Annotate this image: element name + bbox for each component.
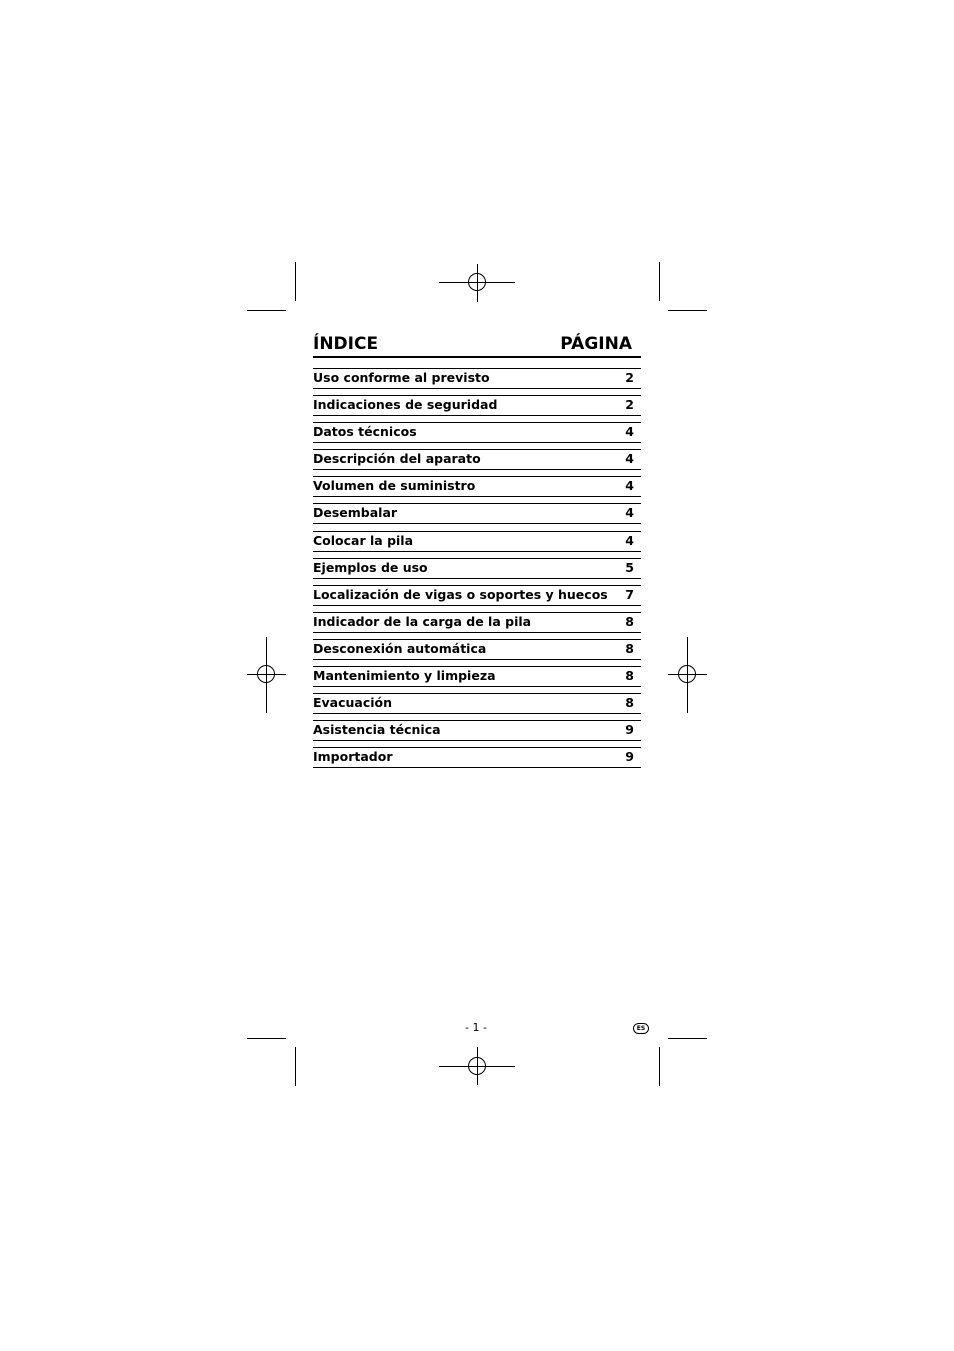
toc-entry-page: 2 [625,397,634,413]
toc-entry-title: Datos técnicos [313,424,417,440]
toc-header [313,332,641,358]
registration-circle-icon [678,665,696,683]
toc-entry-title: Indicador de la carga de la pila [313,613,532,629]
toc-entry-title: Importador [313,749,393,765]
registration-circle-icon [468,273,486,291]
toc-row[interactable] [313,720,641,741]
toc-list [313,368,641,774]
toc-entry-title: Volumen de suministro [313,478,476,494]
registration-circle-icon [257,665,275,683]
toc-entry-page: 8 [625,613,634,629]
toc-entry-title: Uso conforme al previsto [313,370,490,385]
toc-entry-title: Colocar la pila [313,532,414,548]
toc-entry-page: 4 [625,478,634,494]
toc-entry-title: Asistencia técnica [313,722,441,738]
toc-title: ÍNDICE [313,334,379,354]
toc-row[interactable] [313,558,641,579]
toc-row[interactable] [313,585,641,606]
toc-row[interactable] [313,693,641,714]
toc-row[interactable] [313,476,641,497]
crop-mark [668,1038,707,1039]
toc-entry-page: 7 [625,586,634,602]
toc-row[interactable] [313,639,641,660]
toc-entry-title: Mantenimiento y limpieza [313,668,496,684]
toc-row[interactable] [313,422,641,443]
toc-entry-title: Desembalar [313,505,398,521]
toc-row[interactable] [313,449,641,470]
crop-mark [659,262,660,301]
toc-entry-title: Ejemplos de uso [313,559,428,575]
crop-mark [668,310,707,311]
toc-entry-page: 4 [625,451,634,467]
toc-entry-title: Indicaciones de seguridad [313,397,498,413]
toc-row[interactable] [313,612,641,633]
crop-mark [295,262,296,301]
crop-mark [295,1047,296,1086]
toc-row[interactable] [313,747,641,768]
toc-entry-title: Evacuación [313,695,393,711]
toc-entry-page: 8 [625,668,634,684]
toc-row[interactable] [313,503,641,524]
toc-row[interactable] [313,531,641,552]
toc-entry-page: 9 [625,722,634,738]
toc-entry-page: 5 [625,559,634,575]
crop-mark [659,1047,660,1086]
toc-entry-title: Localización de vigas o soportes y huecos [313,586,608,602]
crop-mark [247,310,286,311]
page-number: - 1 - [465,1021,487,1034]
toc-entry-page: 4 [625,505,634,521]
toc-entry-page: 4 [625,532,634,548]
registration-circle-icon [468,1057,486,1075]
toc-entry-page: 8 [625,640,634,656]
toc-entry-page: 8 [625,695,634,711]
crop-mark [247,1038,286,1039]
toc-page-label: PÁGINA [560,334,632,354]
toc-entry-page: 4 [625,424,634,440]
toc-entry-title: Desconexión automática [313,640,487,656]
toc-entry-page: 2 [625,370,634,385]
toc-row[interactable] [313,395,641,416]
toc-row[interactable] [313,666,641,687]
language-badge: ES [633,1023,649,1034]
toc-entry-title: Descripción del aparato [313,451,481,467]
toc-entry-page: 9 [625,749,634,765]
toc-row[interactable] [313,368,641,389]
